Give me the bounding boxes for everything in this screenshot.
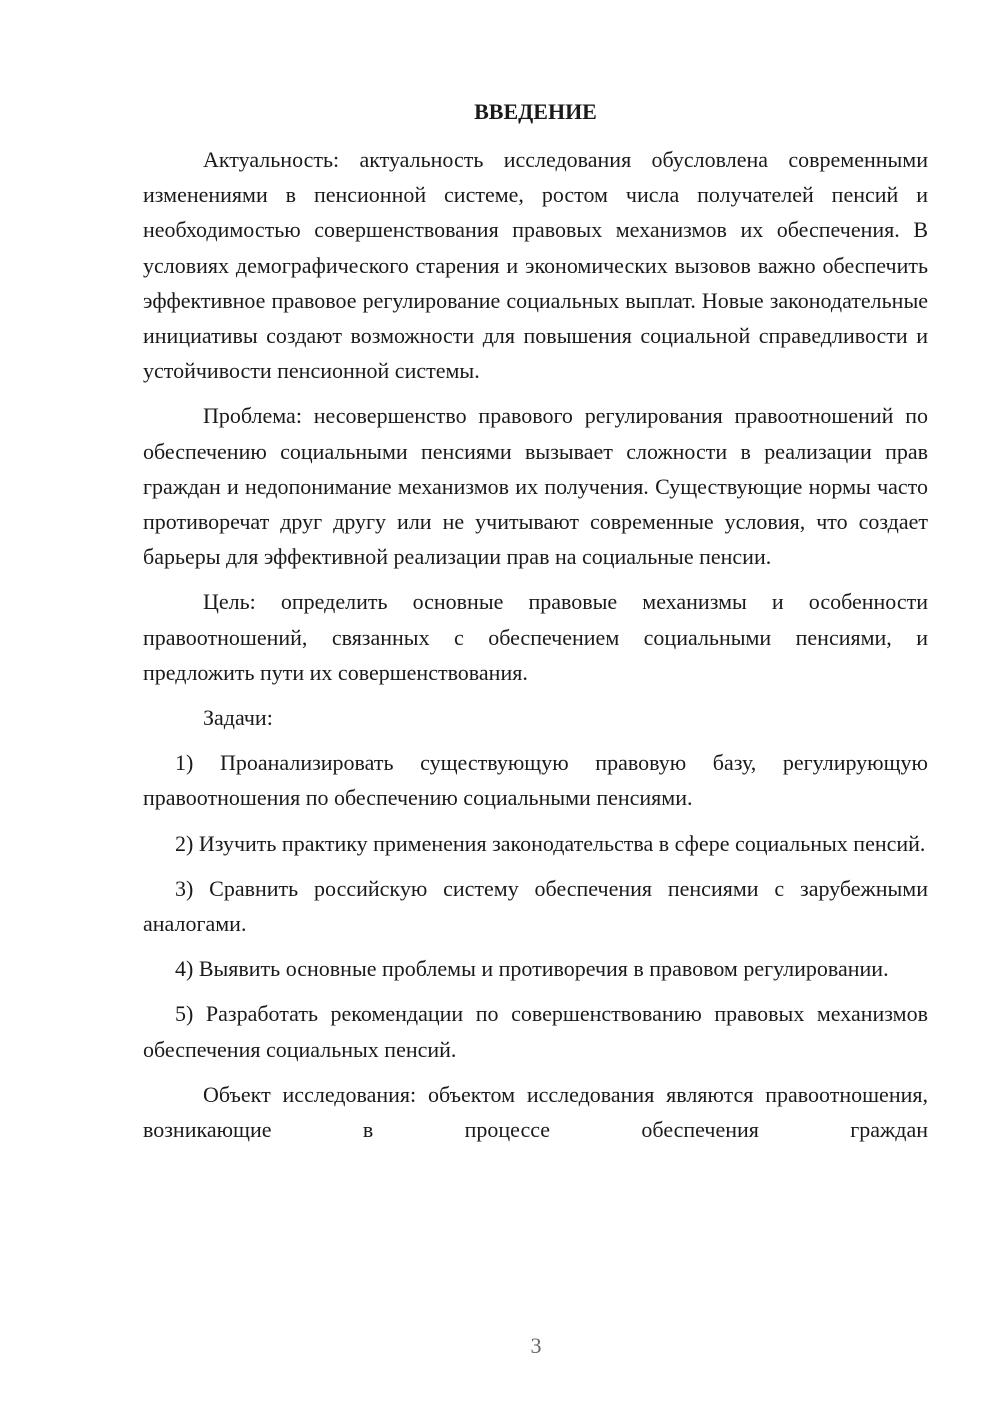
tasks-heading: Задачи:	[203, 705, 273, 731]
task-item: 5) Разработать рекомендации по совершенствованию правовых механизмов обеспечения социальных пенсий.	[143, 1001, 928, 1062]
page-title: ВВЕДЕНИЕ	[474, 99, 597, 124]
document-page	[143, 96, 928, 1157]
problem-paragraph: Проблема: несовершенство правового регулирования правоотношений по обеспечению социальными пенсиями вызывает сложности в реализации прав граждан и недопонимание механизмов их получения. Существующие нормы часто противоречат друг другу или не учитывают современные условия, что создает барьеры для эффективной реализации прав на социальные пенсии.	[143, 403, 928, 570]
task-item: 2) Изучить практику применения законодательства в сфере социальных пенсий.	[175, 830, 926, 856]
task-item: 1) Проанализировать существующую правовую базу, регулирующую правоотношения по обеспечению социальными пенсиями.	[143, 750, 928, 811]
task-item: 4) Выявить основные проблемы и противоречия в правовом регулировании.	[175, 956, 889, 982]
goal-paragraph: Цель: определить основные правовые механизмы и особенности правоотношений, связанных с обеспечением социальными пенсиями, и предложить пути их совершенствования.	[143, 589, 928, 685]
page-number: 3	[530, 1333, 542, 1358]
object-paragraph: Объект исследования: объектом исследования являются правоотношения, возникающие в процессе обеспечения граждан	[143, 1081, 928, 1143]
relevance-paragraph: Актуальность: актуальность исследования обусловлена современными изменениями в пенсионной системе, ростом числа получателей пенсий и необходимостью совершенствования правовых механизмов их обеспечения. В условиях демографического старения и экономических вызовов важно обеспечить эффективное правовое регулирование социальных выплат. Новые законодательные инициативы создают возможности для повышения социальной справедливости и устойчивости пенсионной системы.	[143, 147, 928, 384]
task-item: 3) Сравнить российскую систему обеспечения пенсиями с зарубежными аналогами.	[143, 875, 928, 937]
